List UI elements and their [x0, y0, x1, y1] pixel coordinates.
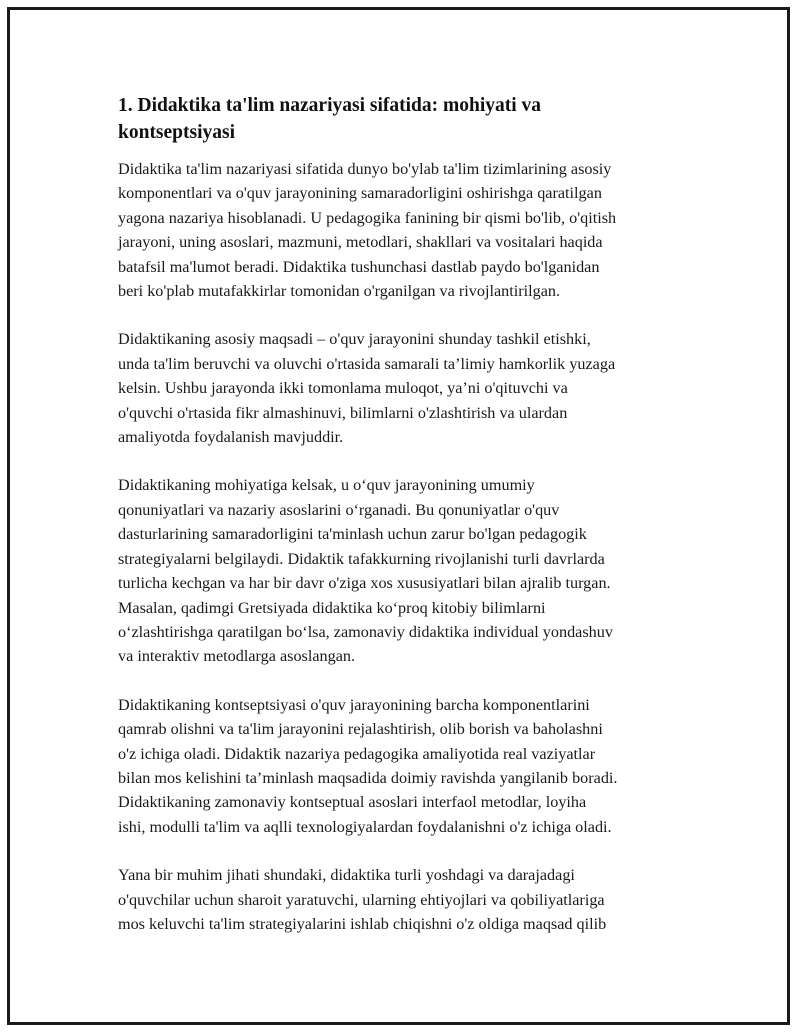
- paragraph: [118, 327, 688, 449]
- text-line: bilan mos kelishini ta’minlash maqsadida doimiy ravishda yangilanib boradi.: [118, 768, 618, 787]
- text-line: o'quvchi o'rtasida fikr almashinuvi, bilimlarni o'zlashtirish va ulardan: [118, 403, 568, 422]
- text-line: Didaktikaning asosiy maqsadi – o'quv jarayonini shunday tashkil etishki,: [118, 330, 591, 349]
- text-line: dasturlarining samaradorligini ta'minlash uchun zarur bo'lgan pedagogik: [118, 525, 587, 544]
- text-line: mos keluvchi ta'lim strategiyalarini ishlab chiqishni o'z oldiga maqsad qilib: [118, 914, 607, 933]
- text-line: va interaktiv metodlarga asoslangan.: [118, 647, 356, 666]
- section-heading: [118, 92, 688, 146]
- text-line: batafsil ma'lumot beradi. Didaktika tushunchasi dastlab paydo bo'lganidan: [118, 257, 600, 276]
- text-line: o‘zlashtirishga qaratilgan bo‘lsa, zamonaviy didaktika individual yondashuv: [118, 622, 613, 641]
- text-line: Didaktikaning zamonaviy kontseptual asoslari interfaol metodlar, loyiha: [118, 793, 587, 812]
- text-line: turlicha kechgan va har bir davr o'ziga xos xususiyatlari bilan ajralib turgan.: [118, 574, 611, 593]
- heading-line: 1. Didaktika ta'lim nazariyasi sifatida: mohiyati va: [118, 95, 542, 116]
- text-line: unda ta'lim beruvchi va oluvchi o'rtasida samarali ta’limiy hamkorlik yuzaga: [118, 354, 616, 373]
- paragraph: [118, 473, 688, 668]
- text-line: Didaktika ta'lim nazariyasi sifatida dunyo bo'ylab ta'lim tizimlarining asosiy: [118, 160, 612, 178]
- text-line: yagona nazariya hisoblanadi. U pedagogika fanining bir qismi bo'lib, o'qitish: [118, 208, 617, 227]
- text-line: jarayoni, uning asoslari, mazmuni, metodlari, shakllari va vositalari haqida: [118, 233, 603, 252]
- text-line: qonuniyatlari va nazariy asoslarini o‘rganadi. Bu qonuniyatlar o'quv: [118, 500, 560, 519]
- text-line: o'quvchilar uchun sharoit yaratuvchi, ularning ehtiyojlari va qobiliyatlariga: [118, 890, 605, 909]
- paragraph: [118, 693, 688, 839]
- paragraph: [118, 157, 688, 303]
- paragraph: [118, 863, 688, 936]
- text-line: komponentlari va o'quv jarayonining samaradorligini oshirishga qaratilgan: [118, 184, 602, 203]
- text-line: kelsin. Ushbu jarayonda ikki tomonlama muloqot, ya’ni o'qituvchi va: [118, 379, 568, 398]
- text-line: amaliyotda foydalanish mavjuddir.: [118, 428, 344, 447]
- text-line: qamrab olishni va ta'lim jarayonini rejalashtirish, olib borish va baholashni: [118, 720, 603, 739]
- text-line: ishi, modulli ta'lim va aqlli texnologiyalardan foydalanishni o'z ichiga oladi.: [118, 817, 612, 836]
- heading-line: kontseptsiyasi: [118, 122, 236, 143]
- text-line: Didaktikaning kontseptsiyasi o'quv jarayonining barcha komponentlarini: [118, 695, 590, 714]
- text-line: Masalan, qadimgi Gretsiyada didaktika ko‘proq kitobiy bilimlarni: [118, 598, 546, 617]
- text-line: Yana bir muhim jihati shundaki, didaktika turli yoshdagi va darajadagi: [118, 866, 575, 885]
- document-body: [118, 92, 688, 960]
- text-line: Didaktikaning mohiyatiga kelsak, u o‘quv jarayonining umumiy: [118, 476, 535, 495]
- text-line: beri ko'plab mutafakkirlar tomonidan o'rganilgan va rivojlantirilgan.: [118, 282, 561, 301]
- text-line: o'z ichiga oladi. Didaktik nazariya pedagogika amaliyotida real vaziyatlar: [118, 744, 596, 763]
- text-line: strategiyalarni belgilaydi. Didaktik tafakkurning rivojlanishi turli davrlarda: [118, 549, 605, 568]
